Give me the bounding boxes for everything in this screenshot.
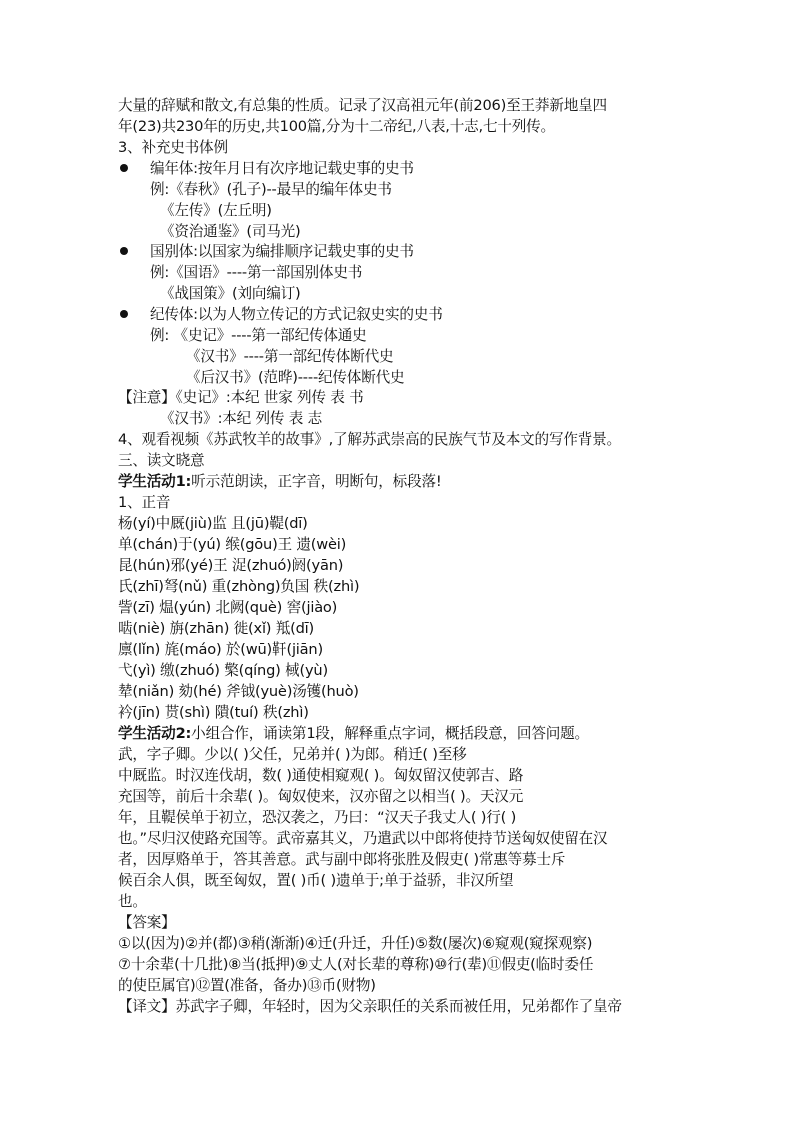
translation-label: 【译文】 [118,998,176,1015]
answer-line: ⑦十余辈(十几批)⑧当(抵押)⑨丈人(对长辈的尊称)⑩行(辈)⑪假吏(临时委任 [118,956,594,973]
text-line: 者，因厚赂单于，答其善意。武与副中郎将张胜及假吏( )常惠等募士斥 [118,851,566,868]
activity-line [118,472,684,493]
text-line: 年(23)共230年的历史,共100篇,分为十二帝纪,八表,十志,七十列传。 [118,118,555,135]
text-line: 例:《国语》----第一部国别体史书 [150,264,363,281]
text-line: 中厩监。时汉连伐胡，数( )通使相窥观( )。匈奴留汉使郭吉、路 [118,767,524,784]
text-line: 纪传体:以为人物立传记的方式记叙史实的史书 [150,306,443,323]
text-line: 《汉书》:本纪 列传 表 志 [160,410,322,427]
text-line: 1、正音 [118,494,171,511]
text-line: 武，字子卿。少以( )父任，兄弟并( )为郎。稍迁( )至移 [118,746,467,763]
section-heading: 三、读文晓意 [118,452,205,469]
text-line: 充国等，前后十余辈( )。匈奴使来，汉亦留之以相当( )。天汉元 [118,788,524,805]
activity-label: 学生活动1: [118,473,192,490]
translation-line [118,997,684,1018]
pinyin-line: 啮(niè) 旃(zhān) 徙(xǐ) 羝(dī) [118,620,315,637]
pinyin-line: 訾(zī) 煴(yún) 北阙(què) 窖(jiào) [118,599,338,616]
text-line: 候百余人俱，既至匈奴，置( )币( )遗单于;单于益骄，非汉所望 [118,872,514,889]
answer-line: 的使臣属官)⑫置(准备，备办)⑬币(财物) [118,977,376,994]
text-line: 也。 [118,893,147,910]
activity-label: 学生活动2: [118,725,192,742]
answer-heading: 【答案】 [118,914,176,931]
text-line: 年，且鞮侯单于初立，恐汉袭之，乃曰：“汉天子我丈人( )行( ) [118,809,517,826]
bullet-icon [120,247,128,255]
text-line: 例:《春秋》(孔子)--最早的编年体史书 [150,181,392,198]
activity-line [118,724,684,745]
pinyin-line: 单(chán)于(yú) 缑(gōu)王 遗(wèi) [118,536,347,553]
activity-text: 小组合作，诵读第1段，解释重点字词，概括段意，回答问题。 [191,725,589,742]
pinyin-line: 昆(hún)邪(yé)王 浞(zhuó)阏(yān) [118,557,344,574]
translation-text: 苏武字子卿，年轻时，因为父亲职任的关系而被任用，兄弟都作了皇帝 [175,998,622,1015]
text-line: 《后汉书》(范晔)----纪传体断代史 [186,369,405,386]
text-line: 《战国策》(刘向编订) [160,285,301,302]
text-line: 编年体:按年月日有次序地记载史事的史书 [150,160,414,177]
pinyin-line: 辇(niǎn) 劾(hé) 斧钺(yuè)汤镬(huò) [118,683,359,700]
pinyin-line: 衿(jīn) 贳(shì) 隤(tuí) 秩(zhì) [118,704,309,721]
answer-line: ①以(因为)②并(都)③稍(渐渐)④迁(升迁，升任)⑤数(屡次)⑥窥观(窥探观察) [118,935,593,952]
pinyin-line: 氏(zhī)弩(nǔ) 重(zhòng)负国 秩(zhì) [118,578,360,595]
text-line: 也。”尽归汉使路充国等。武帝嘉其义，乃遣武以中郎将使持节送匈奴使留在汉 [118,830,608,847]
text-line: 《左传》(左丘明) [160,202,272,219]
text-line: 例: 《史记》----第一部纪传体通史 [150,327,367,344]
bullet-icon [120,310,128,318]
text-line: 国别体:以国家为编排顺序记载史事的史书 [150,243,414,260]
text-line: 《汉书》----第一部纪传体断代史 [186,348,394,365]
text-line: 大量的辞赋和散文,有总集的性质。记录了汉高祖元年(前206)至王莽新地皇四 [118,97,607,114]
activity-text: 听示范朗读，正字音，明断句，标段落! [191,473,442,490]
bullet-icon [120,164,128,172]
section-heading: 3、补充史书体例 [118,139,228,156]
text-line: 《资治通鉴》(司马光) [160,223,301,240]
pinyin-line: 杨(yí)中厩(jiù)监 且(jū)鞮(dī) [118,515,308,532]
pinyin-line: 弋(yì) 缴(zhuó) 檠(qíng) 棫(yù) [118,662,328,679]
text-line: 【注意】《史记》:本纪 世家 列传 表 书 [118,389,364,406]
pinyin-line: 廪(lǐn) 旄(máo) 於(wū)靬(jiān) [118,641,323,658]
text-line: 4、观看视频《苏武牧羊的故事》,了解苏武崇高的民族气节及本文的写作背景。 [118,431,621,448]
